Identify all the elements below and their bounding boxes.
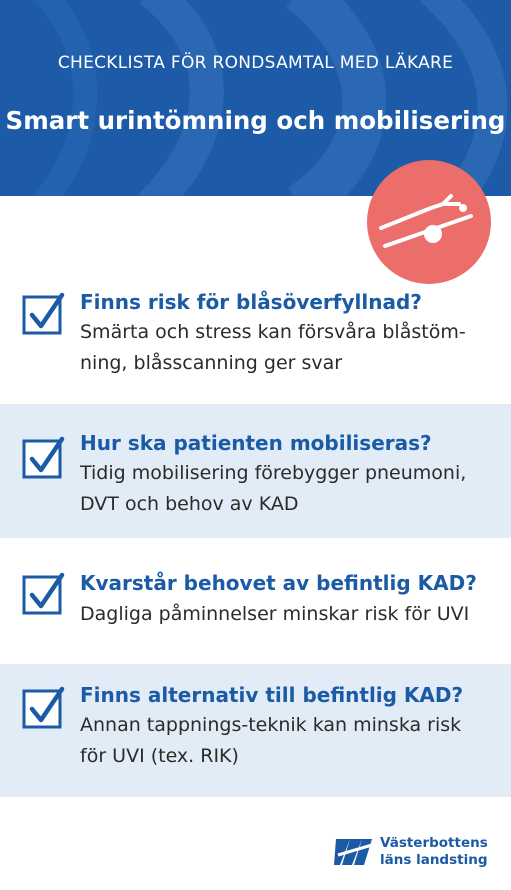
item-body-line: för UVI (tex. RIK) — [80, 745, 239, 767]
item-heading: Hur ska patienten mobiliseras? — [80, 431, 432, 455]
logo-line1: Västerbottens — [380, 835, 488, 851]
checklist-item — [0, 404, 511, 538]
checkbox-checked-icon — [22, 291, 66, 335]
item-heading: Finns risk för blåsöverfyllnad? — [80, 290, 422, 314]
item-heading: Kvarstår behovet av befintlig KAD? — [80, 571, 477, 595]
item-body-line: Dagliga påminnelser minskar risk för UVI — [80, 603, 470, 625]
checklist-item — [0, 664, 511, 797]
page-title: Smart urintömning och mobilisering — [5, 106, 506, 135]
catheter-badge — [367, 160, 491, 284]
item-body-line: Annan tappnings-teknik kan minska risk — [80, 714, 462, 736]
checklist-item — [0, 538, 511, 664]
checkbox-checked-icon — [22, 685, 66, 729]
item-body-line: ning, blåsscanning ger svar — [80, 352, 343, 374]
logo-line2: läns landsting — [380, 852, 488, 868]
checklist-item — [0, 268, 511, 404]
region-logo — [334, 834, 494, 874]
item-body-line: DVT och behov av KAD — [80, 493, 299, 515]
checkbox-checked-icon — [22, 435, 66, 479]
checkbox-checked-icon — [22, 571, 66, 615]
logo-mark-icon — [334, 835, 374, 869]
item-heading: Finns alternativ till befintlig KAD? — [80, 683, 464, 707]
checklist-kicker: CHECKLISTA FÖR RONDSAMTAL MED LÄKARE — [57, 53, 454, 73]
item-body-line: Smärta och stress kan försvåra blåstöm- — [80, 321, 466, 343]
item-body-line: Tidig mobilisering förebygger pneumoni, — [80, 462, 467, 484]
